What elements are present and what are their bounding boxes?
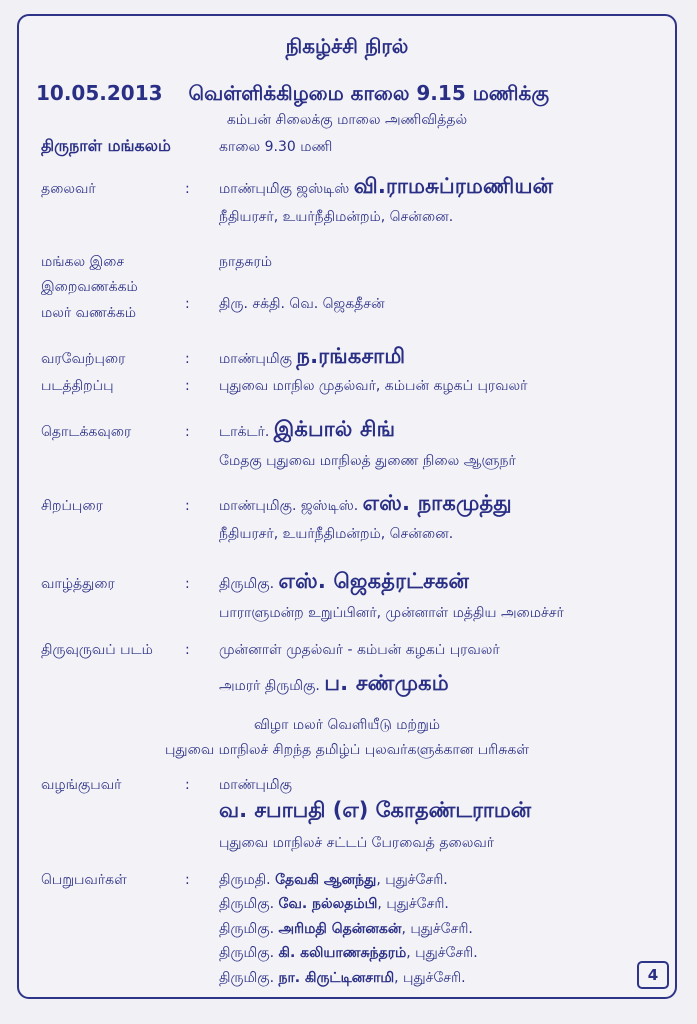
programme-page	[17, 14, 677, 999]
mangalam-value: காலை 9.30 மணி	[219, 139, 333, 155]
giver-label: வழங்குபவர்	[41, 777, 122, 793]
opening-speech-name: இக்பால் சிங்	[273, 417, 396, 441]
receivers-colon: :	[185, 872, 190, 888]
receiver-place: , புதுச்சேரி.	[394, 970, 466, 986]
welcome-label: வரவேற்புரை	[41, 351, 126, 367]
portrait2-colon: :	[185, 642, 190, 658]
giver-designation: புதுவை மாநிலச் சட்டப் பேரவைத் தலைவர்	[219, 835, 495, 851]
opening-speech-colon: :	[185, 424, 190, 440]
flower-tribute-label: மலர் வணக்கம்	[41, 305, 137, 321]
list-item	[219, 921, 473, 939]
chair-designation: நீதியரசர், உயர்நீதிமன்றம், சென்னை.	[219, 209, 454, 225]
receiver-name: கி. கலியாணசுந்தரம்	[278, 945, 407, 961]
portrait2-label: திருவுருவப் படம்	[41, 642, 153, 658]
list-item	[219, 872, 448, 890]
special-address-name: எஸ். நாகமுத்து	[362, 491, 512, 515]
chair-value	[219, 174, 553, 201]
greeting-designation: பாராளுமன்ற உறுப்பினர், முன்னாள் மத்திய அமைச்சர்	[219, 605, 564, 621]
greeting-value	[219, 569, 469, 596]
receivers-label: பெறுபவர்கள்	[41, 872, 127, 888]
welcome-colon: :	[185, 351, 190, 367]
receiver-name: அரிமதி தென்னகன்	[278, 921, 402, 937]
receiver-place: , புதுச்சேரி.	[406, 945, 478, 961]
portrait-label: படத்திறப்பு	[41, 378, 114, 394]
event-date: 10.05.2013	[36, 81, 163, 105]
special-address-designation: நீதியரசர், உயர்நீதிமன்றம், சென்னை.	[219, 526, 454, 542]
opening-speech-value	[219, 417, 395, 444]
opening-speech-designation: மேதகு புதுவை மாநிலத் துணை நிலை ஆளுநர்	[219, 453, 516, 469]
receiver-title: திருமிகு.	[219, 896, 275, 912]
opening-speech-label: தொடக்கவுரை	[41, 424, 132, 440]
portrait-value: புதுவை மாநில முதல்வர், கம்பன் கழகப் புரவலர்	[219, 378, 528, 394]
list-item	[219, 896, 449, 914]
welcome-name: ந.ரங்கசாமி	[296, 344, 406, 368]
release-line-2: புதுவை மாநிலச் சிறந்த தமிழ்ப் புலவர்களுக்கான பரிசுகள்	[165, 742, 529, 758]
event-day-time: வெள்ளிக்கிழமை காலை 9.15 மணிக்கு	[188, 81, 549, 105]
chair-label: தலைவர்	[41, 181, 96, 197]
prayer-value: திரு. சக்தி. வெ. ஜெகதீசன்	[219, 296, 385, 312]
giver-colon: :	[185, 777, 190, 793]
receiver-place: , புதுச்சேரி.	[376, 872, 448, 888]
list-item	[219, 970, 466, 988]
portrait2-name: ப. சண்முகம்	[324, 671, 449, 695]
greeting-colon: :	[185, 576, 190, 592]
receiver-name: நா. கிருட்டினசாமி	[278, 970, 395, 986]
prayer-colon: :	[185, 296, 190, 312]
special-address-value	[219, 491, 512, 518]
opening-ceremony-line: கம்பன் சிலைக்கு மாலை அணிவித்தல்	[226, 112, 468, 128]
receiver-place: , புதுச்சேரி.	[377, 896, 449, 912]
prayer-label: இறைவணக்கம்	[41, 279, 138, 295]
chair-name: வி.ராமசுப்ரமணியன்	[353, 174, 554, 198]
portrait2-prefix: அமரர் திருமிகு.	[219, 678, 320, 694]
greeting-label: வாழ்த்துரை	[41, 576, 115, 592]
giver-prefix: மாண்புமிகு	[219, 777, 292, 793]
giver-name: வ. சபாபதி (எ) கோதண்டராமன்	[219, 798, 532, 822]
receiver-name: தேவகி ஆனந்து	[275, 872, 377, 888]
list-item	[219, 945, 478, 963]
portrait2-value: முன்னாள் முதல்வர் - கம்பன் கழகப் புரவலர்	[219, 642, 500, 658]
greeting-prefix: திருமிகு.	[219, 576, 275, 592]
special-address-prefix: மாண்புமிகு. ஜஸ்டிஸ்.	[219, 498, 359, 514]
welcome-prefix: மாண்புமிகு	[219, 351, 292, 367]
special-address-colon: :	[185, 498, 190, 514]
receiver-name: வே. நல்லதம்பி	[278, 896, 378, 912]
opening-speech-prefix: டாக்டர்.	[219, 424, 270, 440]
chair-prefix: மாண்புமிகு ஜஸ்டிஸ்	[219, 181, 350, 197]
receiver-title: திருமிகு.	[219, 945, 275, 961]
welcome-value	[219, 344, 405, 371]
portrait2-person	[219, 671, 449, 698]
receiver-title: திருமதி.	[219, 872, 271, 888]
page-title: நிகழ்ச்சி நிரல்	[285, 34, 409, 58]
date-line	[36, 81, 549, 108]
chair-colon: :	[185, 181, 190, 197]
page-number: 4	[637, 961, 669, 989]
receiver-title: திருமிகு.	[219, 921, 275, 937]
receiver-place: , புதுச்சேரி.	[401, 921, 473, 937]
special-address-label: சிறப்புரை	[41, 498, 103, 514]
mangalam-label: திருநாள் மங்கலம்	[41, 136, 171, 155]
release-line-1: விழா மலர் வெளியீடு மற்றும்	[253, 717, 441, 733]
receiver-title: திருமிகு.	[219, 970, 275, 986]
portrait-colon: :	[185, 378, 190, 394]
music-label: மங்கல இசை	[41, 254, 125, 270]
music-value: நாதசுரம்	[219, 254, 273, 270]
greeting-name: எஸ். ஜெகத்ரட்சகன்	[278, 569, 470, 593]
